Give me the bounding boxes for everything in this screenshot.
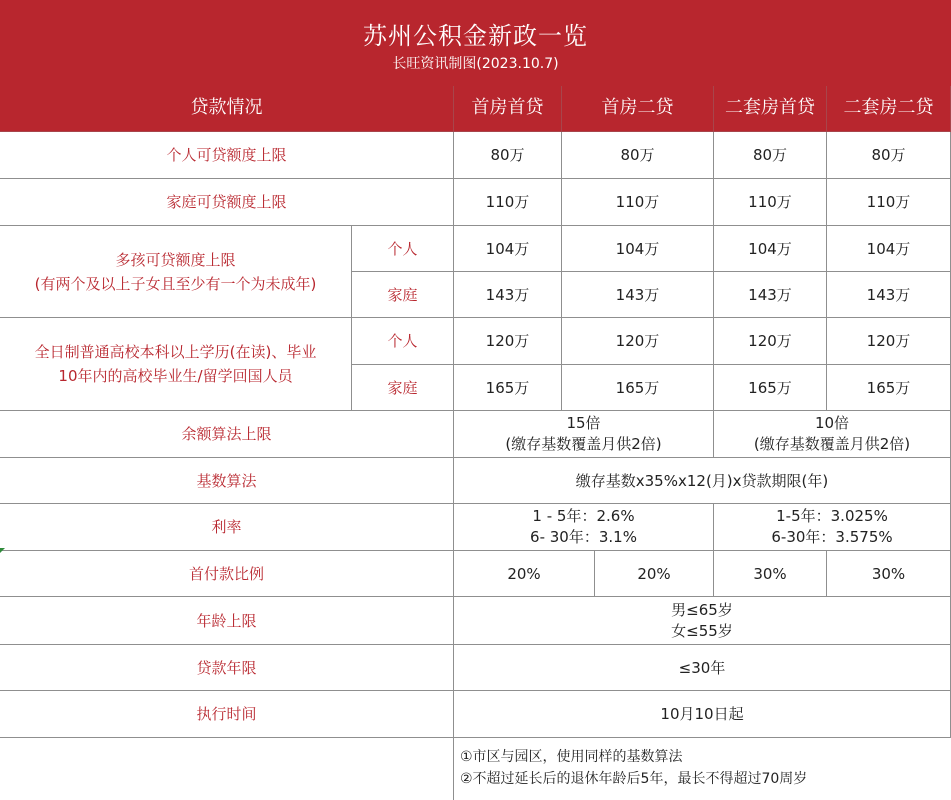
row-label-age-limit: 年龄上限	[0, 597, 454, 645]
row-label-effective-date: 执行时间	[0, 691, 454, 738]
column-header-c2: 首房二贷	[562, 86, 714, 132]
graduate-family-c4: 165万	[827, 365, 951, 411]
balance-method-right-line1: 10倍	[814, 414, 850, 432]
loan-term-value: ≤30年	[454, 645, 951, 691]
down-payment-c4: 30%	[827, 551, 951, 597]
page-title: 苏州公积金新政一览	[363, 22, 588, 50]
balance-method-left-line1: 15倍	[566, 414, 601, 432]
multi-child-family-c2: 143万	[562, 272, 714, 318]
column-header-c1: 首房首贷	[454, 86, 562, 132]
notes-label-cell	[0, 738, 454, 800]
family-limit-c3: 110万	[714, 179, 827, 226]
personal-limit-c1: 80万	[454, 132, 562, 179]
graduate-family-c1: 165万	[454, 365, 562, 411]
note-2: ②不超过延长后的退休年龄后5年，最长不得超过70周岁	[460, 771, 808, 787]
age-limit-value	[454, 597, 951, 645]
rate-second-home	[714, 504, 951, 551]
family-limit-c1: 110万	[454, 179, 562, 226]
corner-marker	[0, 548, 5, 553]
base-method-value: 缴存基数x35%x12(月)x贷款期限(年)	[454, 458, 951, 504]
effective-date-value: 10月10日起	[454, 691, 951, 738]
graduate-personal-c1: 120万	[454, 318, 562, 365]
balance-method-first-home	[454, 411, 714, 458]
row-label-graduate	[0, 318, 352, 411]
personal-limit-c3: 80万	[714, 132, 827, 179]
multi-child-personal-c3: 104万	[714, 226, 827, 272]
family-limit-c2: 110万	[562, 179, 714, 226]
down-payment-c3: 30%	[714, 551, 827, 597]
column-header-c3: 二套房首贷	[714, 86, 827, 132]
rate-left-line1: 1 - 5年：2.6%	[532, 507, 635, 525]
rate-right-line2: 6-30年：3.575%	[771, 528, 893, 546]
multi-child-family-c4: 143万	[827, 272, 951, 318]
graduate-label-line2: 10年内的高校毕业生/留学回国人员	[58, 367, 293, 385]
age-limit-male: 男≤65岁	[671, 600, 733, 619]
policy-table	[0, 86, 951, 800]
graduate-personal-label: 个人	[352, 318, 454, 365]
row-label-down-payment: 首付款比例	[0, 551, 454, 597]
down-payment-c1: 20%	[454, 551, 595, 597]
row-label-multi-child	[0, 226, 352, 318]
column-header-c4: 二套房二贷	[827, 86, 951, 132]
balance-method-right-line2: (缴存基数覆盖月供2倍)	[753, 435, 911, 453]
age-limit-female: 女≤55岁	[671, 621, 733, 640]
rate-left-line2: 6- 30年：3.1%	[530, 528, 637, 546]
row-label-rate: 利率	[0, 504, 454, 551]
family-limit-c4: 110万	[827, 179, 951, 226]
multi-child-label-line1: 多孩可贷额度上限	[115, 250, 236, 269]
notes	[454, 738, 951, 800]
balance-method-left-line2: (缴存基数覆盖月供2倍)	[505, 435, 662, 453]
down-payment-c2: 20%	[595, 551, 714, 597]
note-1: ①市区与园区，使用同样的基数算法	[460, 749, 683, 765]
table-header-banner	[0, 0, 951, 86]
graduate-family-c3: 165万	[714, 365, 827, 411]
row-label-balance-method: 余额算法上限	[0, 411, 454, 458]
multi-child-label-line2: (有两个及以上子女且至少有一个为未成年)	[34, 274, 317, 293]
graduate-personal-c2: 120万	[562, 318, 714, 365]
rate-first-home	[454, 504, 714, 551]
multi-child-family-label: 家庭	[352, 272, 454, 318]
graduate-personal-c4: 120万	[827, 318, 951, 365]
graduate-family-c2: 165万	[562, 365, 714, 411]
multi-child-family-c1: 143万	[454, 272, 562, 318]
column-header-label: 贷款情况	[0, 86, 454, 132]
graduate-personal-c3: 120万	[714, 318, 827, 365]
rate-right-line1: 1-5年：3.025%	[776, 507, 888, 525]
personal-limit-c2: 80万	[562, 132, 714, 179]
row-label-family-limit: 家庭可贷额度上限	[0, 179, 454, 226]
row-label-base-method: 基数算法	[0, 458, 454, 504]
row-label-loan-term: 贷款年限	[0, 645, 454, 691]
graduate-family-label: 家庭	[352, 365, 454, 411]
multi-child-personal-label: 个人	[352, 226, 454, 272]
graduate-label-line1: 全日制普通高校本科以上学历(在读)、毕业	[34, 343, 317, 361]
multi-child-personal-c1: 104万	[454, 226, 562, 272]
multi-child-family-c3: 143万	[714, 272, 827, 318]
personal-limit-c4: 80万	[827, 132, 951, 179]
multi-child-personal-c4: 104万	[827, 226, 951, 272]
multi-child-personal-c2: 104万	[562, 226, 714, 272]
balance-method-second-home	[714, 411, 951, 458]
page-subtitle: 长旺资讯制图(2023.10.7)	[392, 56, 559, 72]
row-label-personal-limit: 个人可贷额度上限	[0, 132, 454, 179]
